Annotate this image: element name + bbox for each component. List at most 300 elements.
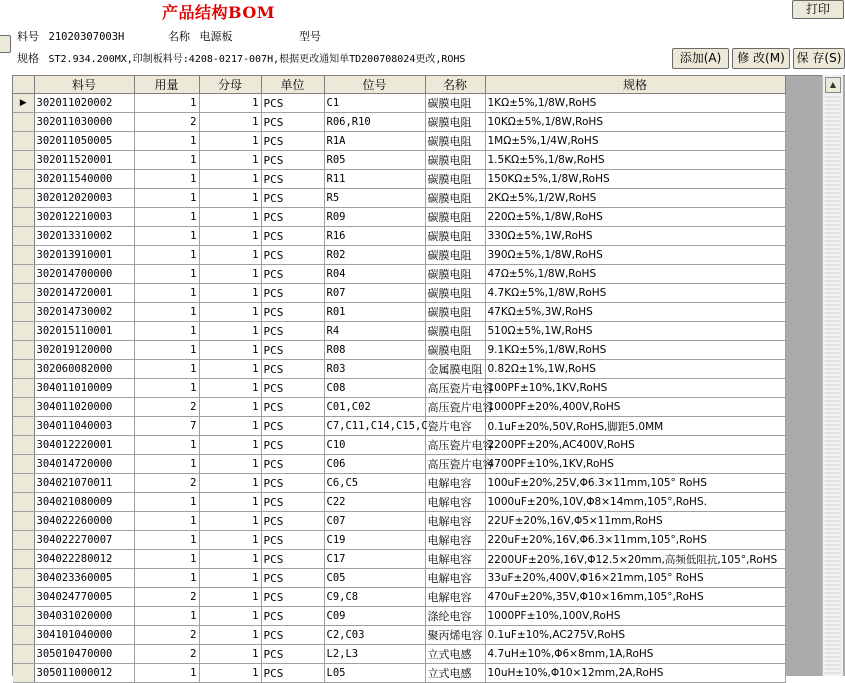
table-row[interactable] — [13, 512, 785, 531]
cell-spec[interactable]: 2KΩ±5%,1/2W,RoHS — [485, 189, 785, 208]
cell-part-no[interactable]: 302015110001 — [34, 322, 134, 341]
cell-name[interactable]: 碳膜电阻 — [425, 113, 485, 132]
cell-name[interactable]: 电解电容 — [425, 569, 485, 588]
cell-position[interactable]: R5 — [324, 189, 425, 208]
name-label: 名称 — [168, 30, 190, 43]
table-row[interactable] — [13, 113, 785, 132]
cell-unit[interactable]: PCS — [261, 341, 324, 360]
cell-unit[interactable]: PCS — [261, 645, 324, 664]
cell-spec[interactable]: 4.7uH±10%,Φ6×8mm,1A,RoHS — [485, 645, 785, 664]
cell-quantity[interactable]: 1 — [134, 322, 199, 341]
cell-name[interactable]: 金属膜电阻 — [425, 360, 485, 379]
part-value: 21020307003H — [48, 31, 125, 43]
cell-denominator[interactable]: 1 — [199, 322, 261, 341]
cell-denominator[interactable]: 1 — [199, 417, 261, 436]
cell-position[interactable]: L2,L3 — [324, 645, 425, 664]
cell-name[interactable]: 碳膜电阻 — [425, 341, 485, 360]
cell-spec[interactable]: 0.82Ω±1%,1W,RoHS — [485, 360, 785, 379]
table-row[interactable] — [13, 398, 785, 417]
cell-quantity[interactable]: 1 — [134, 170, 199, 189]
cell-denominator[interactable]: 1 — [199, 436, 261, 455]
row-selector[interactable] — [13, 569, 34, 588]
row-selector[interactable] — [13, 436, 34, 455]
cell-unit[interactable]: PCS — [261, 170, 324, 189]
cell-quantity[interactable]: 2 — [134, 588, 199, 607]
cell-position[interactable]: R16 — [324, 227, 425, 246]
model-row — [299, 28, 327, 44]
cell-position[interactable]: C06 — [324, 455, 425, 474]
cell-part-no[interactable]: 304022270007 — [34, 531, 134, 550]
cell-unit[interactable]: PCS — [261, 360, 324, 379]
cell-denominator[interactable]: 1 — [199, 360, 261, 379]
cell-position[interactable]: C7,C11,C14,C15,C — [324, 417, 425, 436]
grid-header-row — [13, 76, 785, 94]
row-selector[interactable] — [13, 151, 34, 170]
cell-part-no[interactable]: 302012210003 — [34, 208, 134, 227]
row-selector[interactable] — [13, 284, 34, 303]
cell-position[interactable]: C05 — [324, 569, 425, 588]
cell-position[interactable]: C9,C8 — [324, 588, 425, 607]
cell-quantity[interactable]: 1 — [134, 303, 199, 322]
cell-spec[interactable]: 1MΩ±5%,1/4W,RoHS — [485, 132, 785, 151]
cell-spec[interactable]: 150KΩ±5%,1/8W,RoHS — [485, 170, 785, 189]
print-button[interactable]: 打印 — [792, 0, 844, 19]
row-selector[interactable] — [13, 113, 34, 132]
modify-button[interactable]: 修 改(M) — [732, 48, 790, 69]
cell-quantity[interactable]: 1 — [134, 151, 199, 170]
cell-denominator[interactable]: 1 — [199, 151, 261, 170]
cell-position[interactable]: C19 — [324, 531, 425, 550]
table-row[interactable] — [13, 170, 785, 189]
cell-unit[interactable]: PCS — [261, 569, 324, 588]
cell-position[interactable]: R1A — [324, 132, 425, 151]
cell-name[interactable]: 碳膜电阻 — [425, 151, 485, 170]
cell-spec[interactable]: 1KΩ±5%,1/8W,RoHS — [485, 94, 785, 113]
table-row[interactable] — [13, 645, 785, 664]
cell-spec[interactable]: 10KΩ±5%,1/8W,RoHS — [485, 113, 785, 132]
cell-spec[interactable]: 220uF±20%,16V,Φ6.3×11mm,105°,RoHS — [485, 531, 785, 550]
cell-part-no[interactable]: 302013910001 — [34, 246, 134, 265]
table-row[interactable] — [13, 379, 785, 398]
cell-quantity[interactable]: 1 — [134, 265, 199, 284]
cell-position[interactable]: C09 — [324, 607, 425, 626]
cell-denominator[interactable]: 1 — [199, 284, 261, 303]
scroll-up-arrow-icon[interactable]: ▲ — [825, 77, 841, 93]
cell-quantity[interactable]: 1 — [134, 455, 199, 474]
cell-quantity[interactable]: 1 — [134, 341, 199, 360]
cell-part-no[interactable]: 304011040003 — [34, 417, 134, 436]
table-row[interactable] — [13, 455, 785, 474]
cell-name[interactable]: 碳膜电阻 — [425, 227, 485, 246]
cell-part-no[interactable]: 302011020002 — [34, 94, 134, 113]
cell-part-no[interactable]: 304023360005 — [34, 569, 134, 588]
cell-unit[interactable]: PCS — [261, 455, 324, 474]
cell-unit[interactable]: PCS — [261, 664, 324, 683]
column-header-name[interactable]: 名称 — [425, 76, 485, 94]
cell-quantity[interactable]: 1 — [134, 550, 199, 569]
table-row[interactable] — [13, 550, 785, 569]
column-header-denominator[interactable]: 分母 — [199, 76, 261, 94]
cell-part-no[interactable]: 305010470000 — [34, 645, 134, 664]
row-selector[interactable] — [13, 493, 34, 512]
cell-position[interactable]: C2,C03 — [324, 626, 425, 645]
cell-spec[interactable]: 1000uF±20%,10V,Φ8×14mm,105°,RoHS. — [485, 493, 785, 512]
cell-unit[interactable]: PCS — [261, 151, 324, 170]
cell-position[interactable]: R4 — [324, 322, 425, 341]
cell-position[interactable]: R04 — [324, 265, 425, 284]
table-row[interactable] — [13, 208, 785, 227]
cell-spec[interactable]: 330Ω±5%,1W,RoHS — [485, 227, 785, 246]
cell-name[interactable]: 高压瓷片电容 — [425, 436, 485, 455]
cell-name[interactable]: 高压瓷片电容 — [425, 398, 485, 417]
cell-name[interactable]: 电解电容 — [425, 550, 485, 569]
table-row[interactable] — [13, 588, 785, 607]
cell-quantity[interactable]: 2 — [134, 113, 199, 132]
cell-part-no[interactable]: 304011020000 — [34, 398, 134, 417]
row-selector[interactable] — [13, 322, 34, 341]
cell-spec[interactable]: 470uF±20%,35V,Φ10×16mm,105°,RoHS — [485, 588, 785, 607]
cell-quantity[interactable]: 1 — [134, 227, 199, 246]
cell-denominator[interactable]: 1 — [199, 246, 261, 265]
cell-quantity[interactable]: 1 — [134, 531, 199, 550]
cell-spec[interactable]: 220Ω±5%,1/8W,RoHS — [485, 208, 785, 227]
add-button[interactable]: 添加(A) — [672, 48, 729, 69]
cell-position[interactable]: L05 — [324, 664, 425, 683]
cell-unit[interactable]: PCS — [261, 417, 324, 436]
cell-unit[interactable]: PCS — [261, 265, 324, 284]
table-row[interactable] — [13, 246, 785, 265]
save-button[interactable]: 保 存(S) — [793, 48, 845, 69]
cell-position[interactable]: C1 — [324, 94, 425, 113]
row-selector[interactable] — [13, 607, 34, 626]
cell-denominator[interactable]: 1 — [199, 455, 261, 474]
column-header-spec[interactable]: 规格 — [485, 76, 785, 94]
cell-name[interactable]: 电解电容 — [425, 588, 485, 607]
cell-spec[interactable]: 100uF±20%,25V,Φ6.3×11mm,105° RoHS — [485, 474, 785, 493]
table-row[interactable] — [13, 664, 785, 683]
cell-part-no[interactable]: 302014700000 — [34, 265, 134, 284]
cell-part-no[interactable]: 302011540000 — [34, 170, 134, 189]
table-row[interactable] — [13, 417, 785, 436]
cell-denominator[interactable]: 1 — [199, 189, 261, 208]
cell-part-no[interactable]: 302019120000 — [34, 341, 134, 360]
cell-spec[interactable]: 1000PF±20%,400V,RoHS — [485, 398, 785, 417]
cell-part-no[interactable]: 302014720001 — [34, 284, 134, 303]
cell-part-no[interactable]: 304031020000 — [34, 607, 134, 626]
cell-denominator[interactable]: 1 — [199, 607, 261, 626]
column-header-position[interactable]: 位号 — [324, 76, 425, 94]
cell-unit[interactable]: PCS — [261, 322, 324, 341]
cell-denominator[interactable]: 1 — [199, 113, 261, 132]
cell-position[interactable]: C08 — [324, 379, 425, 398]
cell-quantity[interactable]: 1 — [134, 94, 199, 113]
table-row[interactable] — [13, 607, 785, 626]
column-header-unit[interactable]: 单位 — [261, 76, 324, 94]
cell-unit[interactable]: PCS — [261, 284, 324, 303]
cell-unit[interactable]: PCS — [261, 227, 324, 246]
cell-part-no[interactable]: 304021070011 — [34, 474, 134, 493]
row-selector[interactable] — [13, 265, 34, 284]
cell-quantity[interactable]: 7 — [134, 417, 199, 436]
table-row[interactable] — [13, 531, 785, 550]
cell-denominator[interactable]: 1 — [199, 227, 261, 246]
cell-denominator[interactable]: 1 — [199, 265, 261, 284]
table-row[interactable] — [13, 360, 785, 379]
cell-spec[interactable]: 1000PF±10%,100V,RoHS — [485, 607, 785, 626]
cell-spec[interactable]: 1.5KΩ±5%,1/8w,RoHS — [485, 151, 785, 170]
cell-denominator[interactable]: 1 — [199, 588, 261, 607]
cell-part-no[interactable]: 304021080009 — [34, 493, 134, 512]
row-selector[interactable] — [13, 208, 34, 227]
cell-spec[interactable]: 390Ω±5%,1/8W,RoHS — [485, 246, 785, 265]
cell-quantity[interactable]: 1 — [134, 284, 199, 303]
cell-denominator[interactable]: 1 — [199, 303, 261, 322]
cell-spec[interactable]: 100PF±10%,1KV,RoHS — [485, 379, 785, 398]
cell-denominator[interactable]: 1 — [199, 531, 261, 550]
cell-name[interactable]: 碳膜电阻 — [425, 284, 485, 303]
cell-part-no[interactable]: 302011520001 — [34, 151, 134, 170]
cell-position[interactable]: R02 — [324, 246, 425, 265]
cell-denominator[interactable]: 1 — [199, 550, 261, 569]
cell-name[interactable]: 电解电容 — [425, 474, 485, 493]
cell-spec[interactable]: 2200PF±20%,AC400V,RoHS — [485, 436, 785, 455]
table-row[interactable] — [13, 284, 785, 303]
scroll-track[interactable] — [825, 95, 841, 676]
cell-position[interactable]: C01,C02 — [324, 398, 425, 417]
cell-quantity[interactable]: 1 — [134, 664, 199, 683]
cell-unit[interactable]: PCS — [261, 208, 324, 227]
cell-spec[interactable]: 22UF±20%,16V,Φ5×11mm,RoHS — [485, 512, 785, 531]
cell-spec[interactable]: 4700PF±10%,1KV,RoHS — [485, 455, 785, 474]
cell-quantity[interactable]: 1 — [134, 607, 199, 626]
row-selector[interactable] — [13, 379, 34, 398]
cell-name[interactable]: 碳膜电阻 — [425, 303, 485, 322]
table-row[interactable] — [13, 626, 785, 645]
cell-name[interactable]: 电解电容 — [425, 531, 485, 550]
table-row[interactable] — [13, 493, 785, 512]
cell-name[interactable]: 瓷片电容 — [425, 417, 485, 436]
row-selector[interactable] — [13, 531, 34, 550]
table-row[interactable] — [13, 436, 785, 455]
cell-part-no[interactable]: 304011010009 — [34, 379, 134, 398]
cell-name[interactable]: 电解电容 — [425, 493, 485, 512]
cell-part-no[interactable]: 302060082000 — [34, 360, 134, 379]
cell-name[interactable]: 碳膜电阻 — [425, 246, 485, 265]
row-selector[interactable] — [13, 512, 34, 531]
cell-denominator[interactable]: 1 — [199, 569, 261, 588]
cell-name[interactable]: 聚丙烯电容 — [425, 626, 485, 645]
table-row[interactable] — [13, 227, 785, 246]
cell-unit[interactable]: PCS — [261, 246, 324, 265]
bom-table — [13, 76, 786, 683]
cell-unit[interactable]: PCS — [261, 493, 324, 512]
cell-denominator[interactable]: 1 — [199, 626, 261, 645]
cell-unit[interactable]: PCS — [261, 94, 324, 113]
cell-spec[interactable]: 510Ω±5%,1W,RoHS — [485, 322, 785, 341]
table-row[interactable] — [13, 132, 785, 151]
row-selector[interactable] — [13, 398, 34, 417]
cell-spec[interactable]: 10uH±10%,Φ10×12mm,2A,RoHS — [485, 664, 785, 683]
cell-position[interactable]: R11 — [324, 170, 425, 189]
cell-denominator[interactable]: 1 — [199, 664, 261, 683]
cell-part-no[interactable]: 304022260000 — [34, 512, 134, 531]
row-selector[interactable] — [13, 227, 34, 246]
cell-position[interactable]: C6,C5 — [324, 474, 425, 493]
cell-part-no[interactable]: 304012220001 — [34, 436, 134, 455]
cell-denominator[interactable]: 1 — [199, 474, 261, 493]
cell-part-no[interactable]: 304014720000 — [34, 455, 134, 474]
cell-quantity[interactable]: 1 — [134, 379, 199, 398]
row-selector[interactable] — [13, 474, 34, 493]
bom-grid[interactable] — [12, 75, 845, 680]
cell-part-no[interactable]: 302013310002 — [34, 227, 134, 246]
table-row[interactable] — [13, 474, 785, 493]
cell-quantity[interactable]: 1 — [134, 436, 199, 455]
row-selector[interactable] — [13, 360, 34, 379]
cell-quantity[interactable]: 1 — [134, 493, 199, 512]
cell-name[interactable]: 高压瓷片电容 — [425, 379, 485, 398]
cell-quantity[interactable]: 2 — [134, 645, 199, 664]
row-selector[interactable] — [13, 132, 34, 151]
cell-quantity[interactable]: 1 — [134, 132, 199, 151]
cell-position[interactable]: R01 — [324, 303, 425, 322]
cell-name[interactable]: 碳膜电阻 — [425, 94, 485, 113]
table-row[interactable] — [13, 94, 785, 113]
table-row[interactable] — [13, 303, 785, 322]
cell-denominator[interactable]: 1 — [199, 645, 261, 664]
cell-name[interactable]: 电解电容 — [425, 512, 485, 531]
cell-name[interactable]: 立式电感 — [425, 664, 485, 683]
cell-unit[interactable]: PCS — [261, 531, 324, 550]
row-selector[interactable] — [13, 664, 34, 683]
cell-position[interactable]: R05 — [324, 151, 425, 170]
cell-quantity[interactable]: 1 — [134, 360, 199, 379]
row-selector[interactable] — [13, 588, 34, 607]
cell-unit[interactable]: PCS — [261, 189, 324, 208]
cell-unit[interactable]: PCS — [261, 512, 324, 531]
row-selector[interactable] — [13, 417, 34, 436]
table-row[interactable] — [13, 341, 785, 360]
cell-part-no[interactable]: 305011000012 — [34, 664, 134, 683]
cell-spec[interactable]: 0.1uF±20%,50V,RoHS,脚距5.0MM — [485, 417, 785, 436]
cell-denominator[interactable]: 1 — [199, 398, 261, 417]
cell-name[interactable]: 碳膜电阻 — [425, 208, 485, 227]
cell-position[interactable]: R06,R10 — [324, 113, 425, 132]
table-row[interactable] — [13, 189, 785, 208]
table-row[interactable] — [13, 265, 785, 284]
row-selector[interactable] — [13, 455, 34, 474]
row-selector[interactable] — [13, 303, 34, 322]
cell-quantity[interactable]: 2 — [134, 398, 199, 417]
cell-quantity[interactable]: 1 — [134, 246, 199, 265]
cell-position[interactable]: R08 — [324, 341, 425, 360]
cell-part-no[interactable]: 304101040000 — [34, 626, 134, 645]
row-selector[interactable] — [13, 341, 34, 360]
cell-quantity[interactable]: 2 — [134, 626, 199, 645]
cell-part-no[interactable]: 302014730002 — [34, 303, 134, 322]
cell-part-no[interactable]: 304024770005 — [34, 588, 134, 607]
row-selector[interactable] — [13, 170, 34, 189]
cell-position[interactable]: C22 — [324, 493, 425, 512]
table-row[interactable] — [13, 151, 785, 170]
cell-unit[interactable]: PCS — [261, 303, 324, 322]
row-selector[interactable] — [13, 189, 34, 208]
row-selector[interactable] — [13, 550, 34, 569]
cell-unit[interactable]: PCS — [261, 550, 324, 569]
cell-name[interactable]: 碳膜电阻 — [425, 189, 485, 208]
cell-denominator[interactable]: 1 — [199, 94, 261, 113]
cell-position[interactable]: C07 — [324, 512, 425, 531]
cell-part-no[interactable]: 304022280012 — [34, 550, 134, 569]
cell-quantity[interactable]: 1 — [134, 189, 199, 208]
cell-name[interactable]: 碳膜电阻 — [425, 322, 485, 341]
cell-quantity[interactable]: 1 — [134, 512, 199, 531]
row-selector[interactable]: ▶ — [13, 94, 34, 113]
cell-unit[interactable]: PCS — [261, 132, 324, 151]
row-selector[interactable] — [13, 626, 34, 645]
cell-quantity[interactable]: 2 — [134, 474, 199, 493]
cell-position[interactable]: R03 — [324, 360, 425, 379]
table-row[interactable] — [13, 322, 785, 341]
cell-unit[interactable]: PCS — [261, 379, 324, 398]
cell-denominator[interactable]: 1 — [199, 170, 261, 189]
cell-position[interactable]: R07 — [324, 284, 425, 303]
cell-spec[interactable]: 9.1KΩ±5%,1/8W,RoHS — [485, 341, 785, 360]
cell-spec[interactable]: 4.7KΩ±5%,1/8W,RoHS — [485, 284, 785, 303]
cell-unit[interactable]: PCS — [261, 113, 324, 132]
column-header-quantity[interactable]: 用量 — [134, 76, 199, 94]
cell-name[interactable]: 立式电感 — [425, 645, 485, 664]
cell-spec[interactable]: 47Ω±5%,1/8W,RoHS — [485, 265, 785, 284]
cell-position[interactable]: R09 — [324, 208, 425, 227]
cell-part-no[interactable]: 302012020003 — [34, 189, 134, 208]
row-selector[interactable] — [13, 645, 34, 664]
cell-position[interactable]: C17 — [324, 550, 425, 569]
cell-unit[interactable]: PCS — [261, 626, 324, 645]
column-header-part-no[interactable]: 料号 — [34, 76, 134, 94]
left-edge-button[interactable] — [0, 35, 11, 53]
cell-denominator[interactable]: 1 — [199, 208, 261, 227]
cell-spec[interactable]: 0.1uF±10%,AC275V,RoHS — [485, 626, 785, 645]
cell-unit[interactable]: PCS — [261, 436, 324, 455]
row-selector[interactable] — [13, 246, 34, 265]
vertical-scrollbar[interactable] — [822, 75, 843, 676]
cell-denominator[interactable]: 1 — [199, 379, 261, 398]
cell-name[interactable]: 碳膜电阻 — [425, 132, 485, 151]
cell-spec[interactable]: 33uF±20%,400V,Φ16×21mm,105° RoHS — [485, 569, 785, 588]
cell-denominator[interactable]: 1 — [199, 512, 261, 531]
cell-spec[interactable]: 47KΩ±5%,3W,RoHS — [485, 303, 785, 322]
cell-denominator[interactable]: 1 — [199, 341, 261, 360]
cell-unit[interactable]: PCS — [261, 474, 324, 493]
cell-position[interactable]: C10 — [324, 436, 425, 455]
cell-unit[interactable]: PCS — [261, 588, 324, 607]
cell-quantity[interactable]: 1 — [134, 208, 199, 227]
cell-unit[interactable]: PCS — [261, 398, 324, 417]
cell-spec[interactable]: 2200UF±20%,16V,Φ12.5×20mm,高频低阻抗,105°,RoHS — [485, 550, 785, 569]
cell-denominator[interactable]: 1 — [199, 493, 261, 512]
cell-name[interactable]: 碳膜电阻 — [425, 265, 485, 284]
cell-part-no[interactable]: 302011030000 — [34, 113, 134, 132]
cell-name[interactable]: 涤纶电容 — [425, 607, 485, 626]
cell-part-no[interactable]: 302011050005 — [34, 132, 134, 151]
cell-name[interactable]: 碳膜电阻 — [425, 170, 485, 189]
cell-unit[interactable]: PCS — [261, 607, 324, 626]
table-row[interactable] — [13, 569, 785, 588]
cell-name[interactable]: 高压瓷片电容 — [425, 455, 485, 474]
cell-denominator[interactable]: 1 — [199, 132, 261, 151]
cell-quantity[interactable]: 1 — [134, 569, 199, 588]
